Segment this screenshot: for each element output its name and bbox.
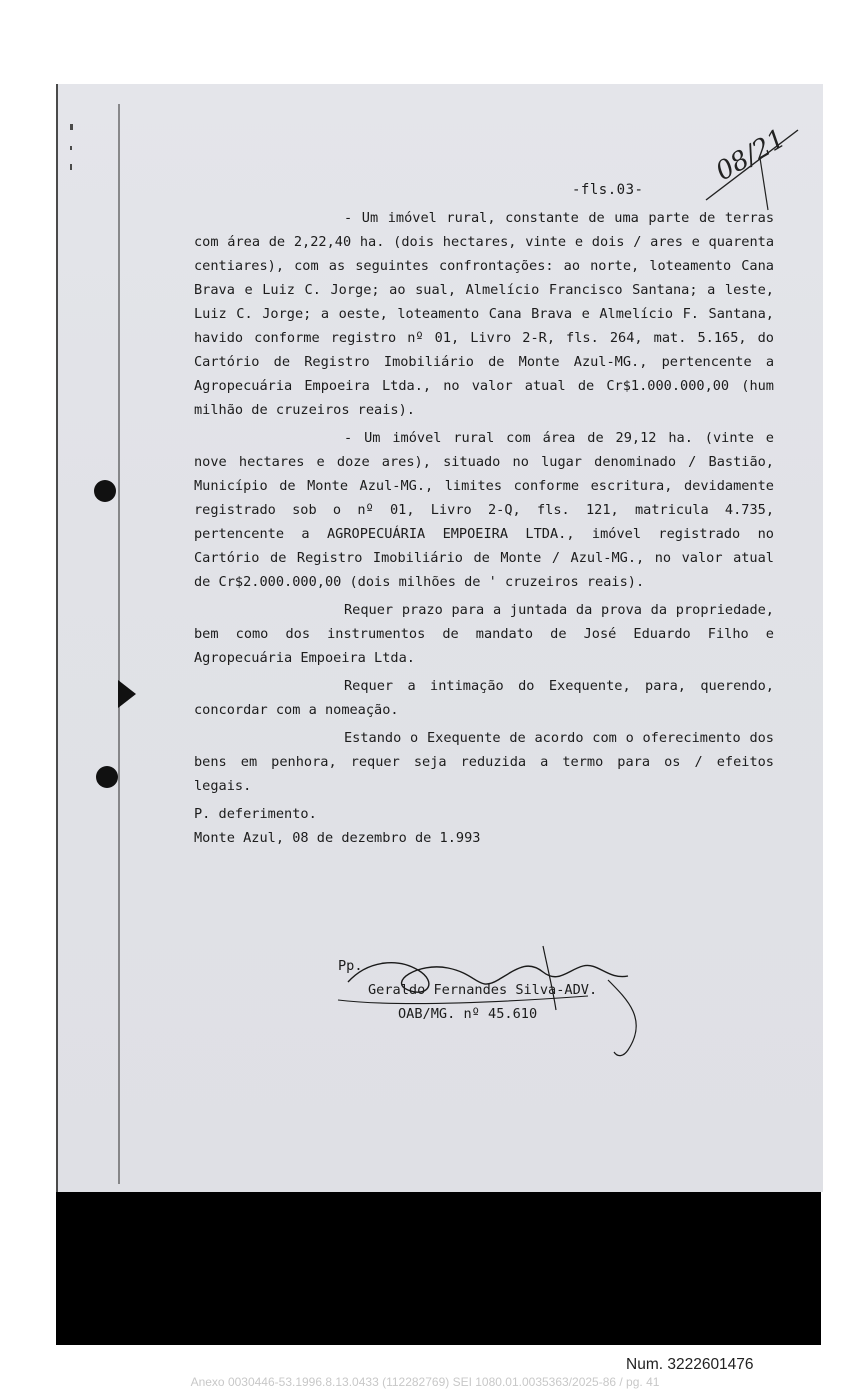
paper-fold-line xyxy=(118,104,120,1184)
closing-line: P. deferimento. xyxy=(194,806,317,822)
paragraph-agreement: Estando o Exequente de acordo com o oferecimento dos bens em penhora, requer seja reduzida a termo para os / efeitos legais. xyxy=(194,730,774,794)
paper-sheet xyxy=(56,84,823,1192)
oab-number: OAB/MG. nº 45.610 xyxy=(398,1006,538,1022)
signatory-name: Geraldo Fernandes Silva-ADV. xyxy=(368,982,598,998)
signature-prefix: Pp. xyxy=(338,958,363,974)
paragraph-request-deadline: Requer prazo para a juntada da prova da propriedade, bem como dos instrumentos de mandato de José Eduardo Filho e Agropecuária Empoeira Ltda. xyxy=(194,602,774,666)
scanned-page xyxy=(56,84,821,1345)
svg-text:08/21: 08/21 xyxy=(710,123,791,188)
punch-hole-icon xyxy=(94,480,116,502)
edge-mark xyxy=(70,164,72,170)
signature-block xyxy=(338,954,597,1026)
edge-mark xyxy=(70,124,73,130)
punch-hole-icon xyxy=(96,766,118,788)
footer-identifier: Anexo 0030446-53.1996.8.13.0433 (112282769) SEI 1080.01.0035363/2025-86 / pg. 41 xyxy=(190,1375,660,1389)
paragraph-request-summons: Requer a intimação do Exequente, para, querendo, concordar com a nomeação. xyxy=(194,678,774,718)
place-date: Monte Azul, 08 de dezembro de 1.993 xyxy=(194,830,481,846)
edge-mark xyxy=(70,146,72,150)
document-number: Num. 3222601476 xyxy=(626,1356,754,1373)
paragraph-property-1: - Um imóvel rural, constante de uma parte de terras com área de 2,22,40 ha. (dois hectares, vinte e dois / ares e quarenta centiares), com as seguintes confrontações: ao norte, loteamento Cana Brava e Luiz C. Jorge; ao sual, Almelício Francisco Santana; a leste, Luiz C. Jorge; a oeste, loteamento Cana Brava e Almelício F. Santana, havido conforme registro nº 01, Livro 2-R, fls. 264, mat. 5.165, do Cartório de Registro Imobiliário de Monte Azul-MG., pertencente a Agropecuária Empoeira Ltda., no valor atual de Cr$1.000.000,00 (hum milhão de cruzeiros reais). xyxy=(194,210,774,418)
paragraph-property-2: - Um imóvel rural com área de 29,12 ha. (vinte e nove hectares e doze ares), situado no lugar denominado / Bastião, Município de Monte Azul-MG., limites conforme escritura, devidamente registrado sob o nº 01, Livro 2-Q, fls. 121, matricula 4.735, pertencente a AGROPECUÁRIA EMPOEIRA LTDA., imóvel registrado no Cartório de Registro Imobiliário de Monte / Azul-MG., no valor atual de Cr$2.000.000,00 (dois milhões de ' cruzeiros reais). xyxy=(194,430,774,590)
handwritten-page-number xyxy=(698,112,808,212)
punch-hole-icon xyxy=(118,680,136,708)
document-body xyxy=(194,206,774,850)
page-label: -fls.03- xyxy=(572,182,644,198)
